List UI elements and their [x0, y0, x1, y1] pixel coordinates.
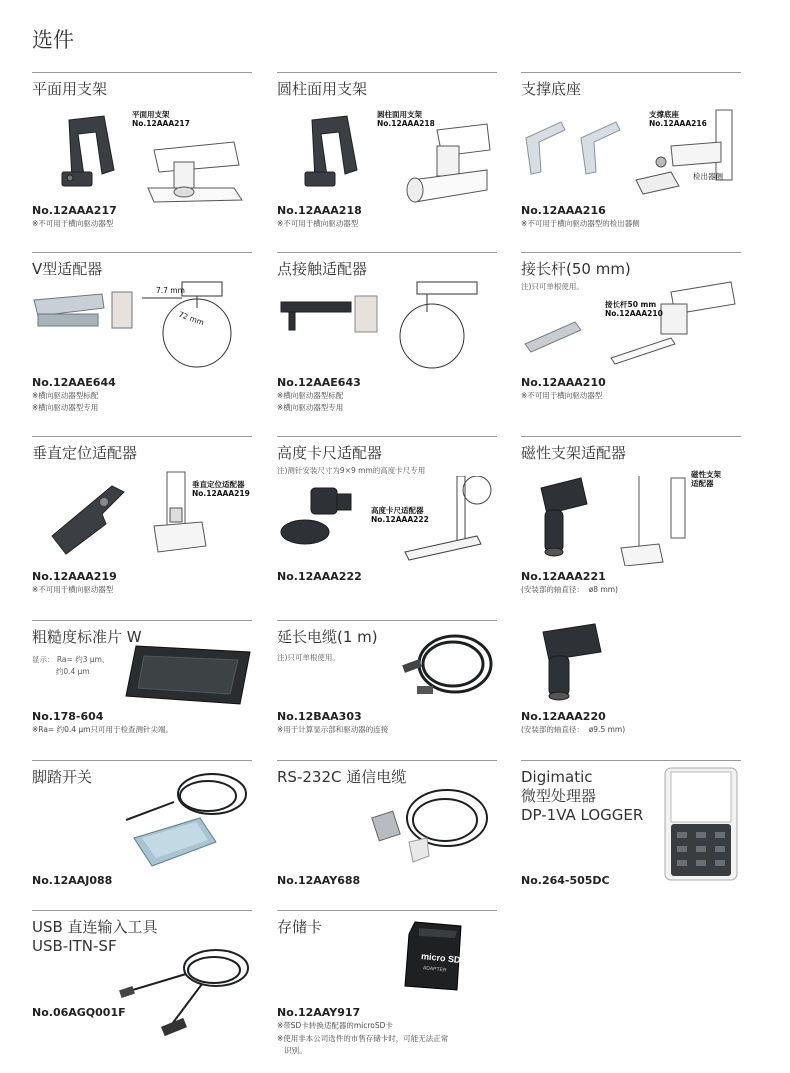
- option-title: 点接触适配器: [277, 260, 368, 278]
- magnetic-adapter-image: [531, 622, 621, 702]
- support-base-callout: [649, 110, 707, 128]
- model-number: No.12AAJ088: [32, 874, 113, 887]
- divider: [277, 72, 497, 73]
- option-title: 平面用支架: [32, 80, 108, 98]
- callout-line-1: 圆柱面用支架: [377, 110, 422, 119]
- flat-stand-callout: [132, 110, 190, 128]
- divider: [521, 760, 741, 761]
- option-title: 磁性支架适配器: [521, 444, 627, 462]
- note: (安装部的轴直径： ø8 mm): [521, 585, 618, 594]
- cylinder-stand-callout: [377, 110, 435, 128]
- note: ※不可用于横向驱动器型: [32, 585, 114, 594]
- note: ※横向驱动器型专用: [32, 403, 99, 412]
- v-adapter-image: [32, 278, 252, 370]
- note: ※不可用于横向驱动器型: [277, 219, 359, 228]
- callout-line-2: No.12AAA217: [132, 119, 190, 128]
- callout-line-2: 适配器: [691, 479, 714, 488]
- callout-line-1: 支撑底座: [649, 110, 679, 119]
- roughness-specimen-image: [122, 638, 252, 710]
- callout-line-1: 平面用支架: [132, 110, 170, 119]
- option-title: USB 直连输入工具 USB-ITN-SF: [32, 918, 158, 955]
- model-number: No.12AAA219: [32, 570, 117, 583]
- divider: [32, 910, 252, 911]
- note: ※横向驱动器型标配: [32, 391, 99, 400]
- divider: [277, 910, 497, 911]
- model-number: No.12AAA217: [32, 204, 117, 217]
- divider: [521, 252, 741, 253]
- memory-card-image: [401, 918, 471, 996]
- model-number: No.12AAA210: [521, 376, 606, 389]
- option-subtitle: 显示： Ra= 约3 μm、 约0.4 μm: [32, 655, 110, 676]
- model-number: No.12AAA221: [521, 570, 606, 583]
- note: ※使用非本公司选件的市售存储卡时，可能无法正常 识别。: [277, 1034, 449, 1055]
- dimension-label: 72 mm: [177, 309, 206, 328]
- note: ※横向驱动器型标配: [277, 391, 344, 400]
- callout-line-2: No.12AAA210: [605, 309, 663, 318]
- model-number: No.12AAA218: [277, 204, 362, 217]
- option-subtitle: 注)测针安装尺寸为9×9 mm的高度卡尺专用: [277, 466, 426, 475]
- divider: [277, 760, 497, 761]
- option-title: Digimatic 微型处理器 DP-1VA LOGGER: [521, 768, 644, 824]
- note: ※用于计算显示部和驱动器的连接: [277, 725, 389, 734]
- extension-cable-image: [397, 624, 497, 704]
- note: ※不可用于横向驱动器型: [521, 391, 603, 400]
- card-sub-text: ADAPTER: [422, 965, 447, 974]
- model-number: No.12AAA220: [521, 710, 606, 723]
- detector-side-label: 检出器侧: [693, 172, 723, 181]
- divider: [32, 436, 252, 437]
- divider: [32, 620, 252, 621]
- point-adapter-image: [277, 278, 497, 370]
- card-label-text: micro SD: [420, 950, 461, 966]
- option-title: 脚踏开关: [32, 768, 93, 786]
- note: ※带SD卡转换适配器的microSD卡: [277, 1021, 393, 1030]
- height-gage-callout: [371, 506, 429, 524]
- model-number: No.12AAE644: [32, 376, 116, 389]
- option-title: 支撑底座: [521, 80, 582, 98]
- model-number: No.12AAY688: [277, 874, 361, 887]
- callout-line-2: No.12AAA216: [649, 119, 707, 128]
- divider: [32, 72, 252, 73]
- model-number: No.12BAA303: [277, 710, 362, 723]
- divider: [32, 252, 252, 253]
- magnetic-stand-callout: [691, 470, 721, 488]
- note: ※不可用于横向驱动器型的检出器侧: [521, 219, 640, 228]
- usb-input-tool-image: [116, 944, 252, 1038]
- model-number: No.178-604: [32, 710, 104, 723]
- foot-switch-image: [112, 768, 252, 872]
- dimension-label: 7.7 mm: [156, 286, 185, 295]
- model-number: No.12AAA222: [277, 570, 362, 583]
- option-title: 垂直定位适配器: [32, 444, 138, 462]
- option-title: 延长电缆(1 m): [277, 628, 378, 646]
- divider: [277, 252, 497, 253]
- divider: [521, 72, 741, 73]
- model-number: No.264-505DC: [521, 874, 610, 887]
- option-title: 粗糙度标准片 W: [32, 628, 142, 646]
- model-number: No.06AGQ001F: [32, 1006, 126, 1019]
- extension-rod-callout: [605, 300, 663, 318]
- option-title: RS-232C 通信电缆: [277, 768, 407, 786]
- option-title: 圆柱面用支架: [277, 80, 368, 98]
- callout-line-1: 高度卡尺适配器: [371, 506, 424, 515]
- support-base-image: [521, 102, 741, 202]
- option-title: 接长杆(50 mm): [521, 260, 631, 278]
- note: ※不可用于横向驱动器型: [32, 219, 114, 228]
- callout-line-2: No.12AAA219: [192, 489, 250, 498]
- callout-line-2: No.12AAA222: [371, 515, 429, 524]
- divider: [32, 760, 252, 761]
- divider: [521, 436, 741, 437]
- option-title: 高度卡尺适配器: [277, 444, 383, 462]
- digimatic-processor-image: [661, 766, 741, 882]
- option-subtitle: 注)只可单根使用。: [277, 653, 340, 662]
- option-title: V型适配器: [32, 260, 103, 278]
- callout-line-1: 垂直定位适配器: [192, 480, 245, 489]
- model-number: No.12AAA216: [521, 204, 606, 217]
- vertical-adapter-callout: [192, 480, 250, 498]
- divider: [277, 436, 497, 437]
- extension-rod-image: [521, 278, 741, 370]
- divider: [277, 620, 497, 621]
- callout-line-1: 接长杆50 mm: [605, 300, 657, 309]
- model-number: No.12AAY917: [277, 1006, 361, 1019]
- note: ※Ra= 约0.4 μm只可用于检查测针尖端。: [32, 725, 173, 734]
- note: ※横向驱动器型专用: [277, 403, 344, 412]
- rs232c-cable-image: [367, 782, 497, 872]
- page-title: 选件: [32, 28, 74, 52]
- callout-line-1: 磁性支架: [691, 470, 721, 479]
- note: (安装部的轴直径： ø9.5 mm): [521, 725, 626, 734]
- model-number: No.12AAE643: [277, 376, 361, 389]
- option-title: 存储卡: [277, 918, 323, 936]
- callout-line-2: No.12AAA218: [377, 119, 435, 128]
- option-subtitle: 注)只可单根使用。: [521, 282, 584, 291]
